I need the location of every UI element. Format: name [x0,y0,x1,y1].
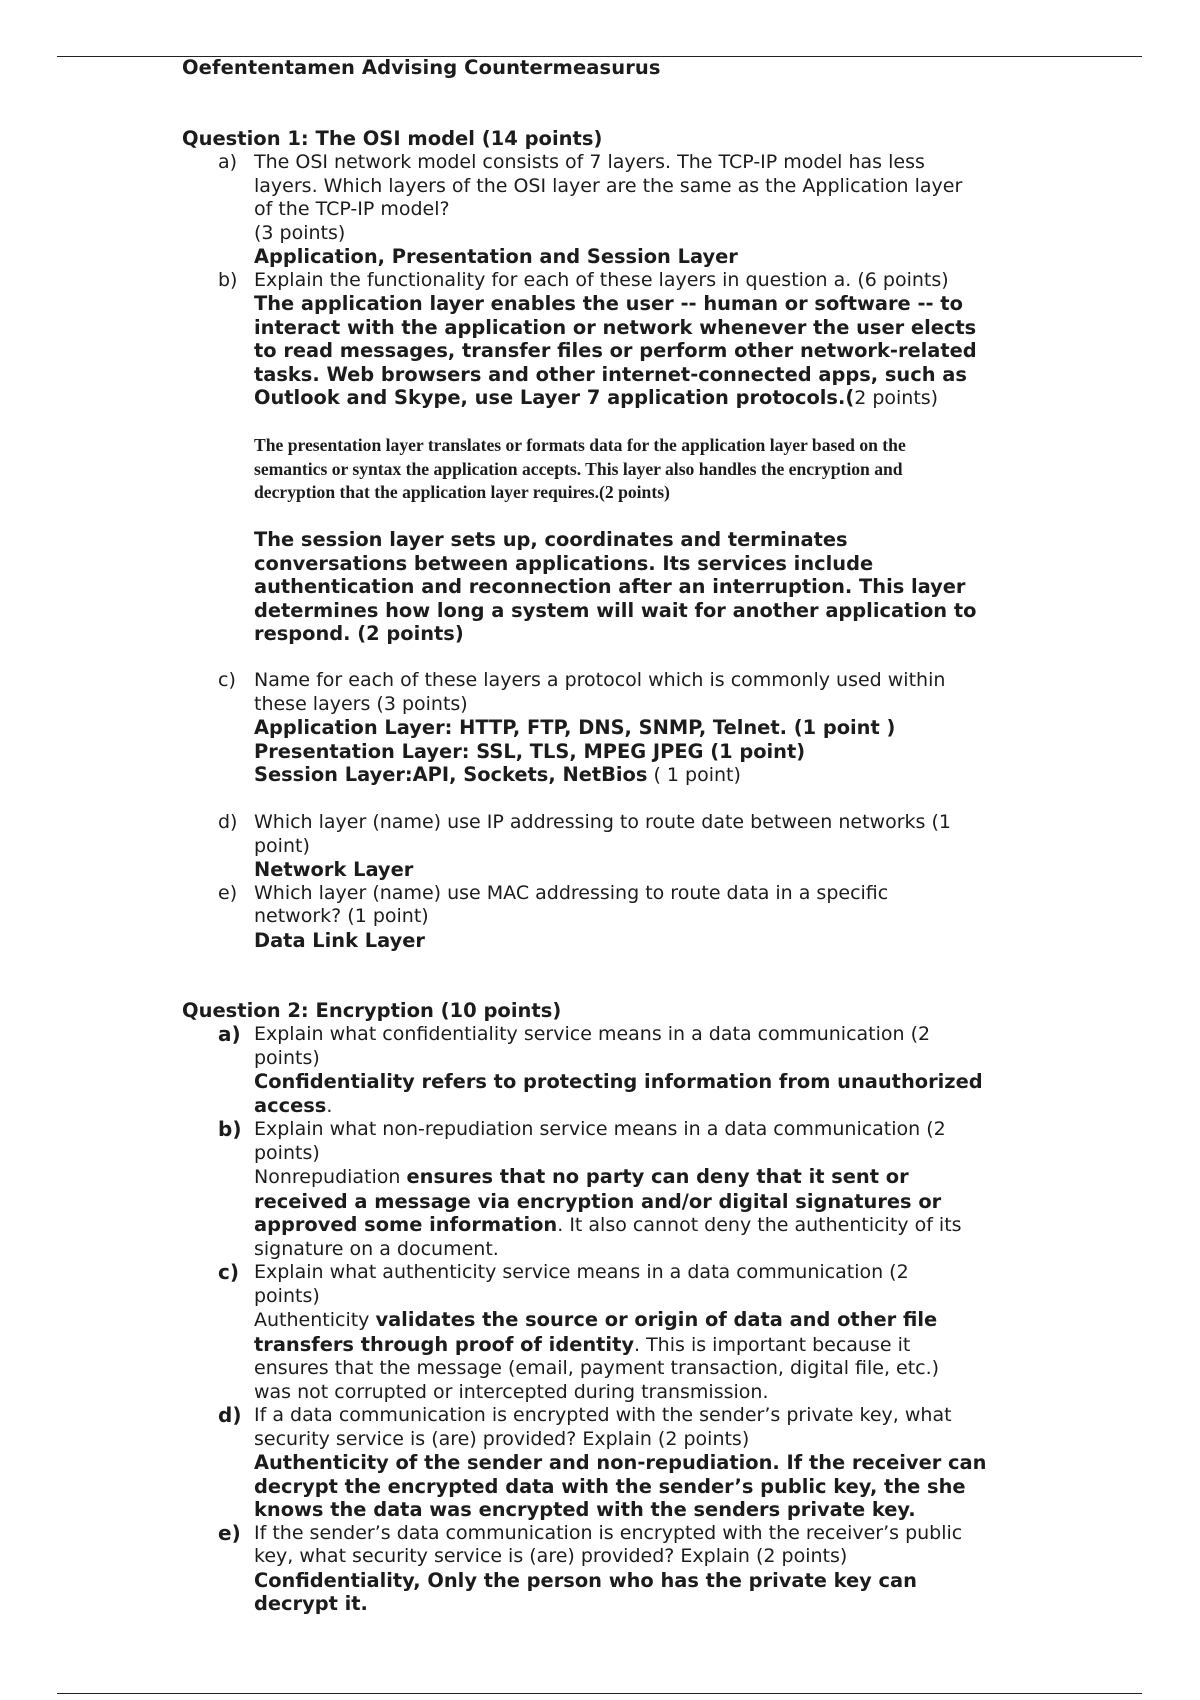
q2-e-question-line: If the sender’s data communication is encrypted with the receiver’s public [254,1521,963,1544]
q1-e-marker: e) [218,881,238,904]
q1-b-session-answer-line: conversations between applications. Its services include [254,551,874,575]
q2-e-question-line: key, what security service is (are) provided? Explain (2 points) [254,1545,848,1567]
q2-e-marker: e) [218,1520,241,1545]
q2-b-question-line: points) [254,1141,320,1164]
q2-c-answer-line: ensures that the message (email, payment transaction, digital file, etc.) [254,1357,940,1379]
q2-b-answer-line [254,1213,1082,1238]
q1-c-question-line: these layers (3 points) [254,692,468,715]
q1-a-question-line: layers. Which layers of the OSI layer are the same as the Application layer [254,174,963,197]
q2-d-question-line: security service is (are) provided? Explain (2 points) [254,1427,750,1450]
question-2-heading: Question 2: Encryption (10 points) [182,999,562,1022]
q2-item-e [182,1522,1082,1616]
q1-b-session-answer-line: respond. (2 points) [254,622,464,645]
q2-item-a [182,1023,1082,1118]
q1-d-question-line: Which layer (name) use IP addressing to route date between networks (1 [254,811,951,833]
q1-item-a [182,151,1082,269]
q1-b-session-answer-line: authentication and reconnection after an interruption. This layer [254,575,966,598]
q2-b-answer-bold: approved some information [254,1213,558,1236]
q1-item-b [182,269,1082,646]
q2-b-marker: b) [218,1117,242,1141]
q1-b-marker: b) [218,268,238,291]
q2-c-answer-line [254,1333,1082,1358]
q2-b-answer-plain: Nonrepudiation [254,1166,407,1188]
q2-c-answer-bold: validates the source or origin of data and other file [375,1308,938,1331]
q2-a-marker: a) [218,1022,241,1046]
q2-a-question-line: points) [254,1046,320,1069]
q2-c-answer-plain: . This is important because it [634,1333,911,1356]
q1-b-application-answer-line: tasks. Web browsers and other internet-connected apps, such as [254,362,967,386]
q2-b-answer-line [254,1165,1082,1190]
q1-a-question-line: (3 points) [254,221,346,244]
q1-c-answer-session-points: ( 1 point) [647,764,741,786]
q1-d-marker: d) [218,811,238,833]
q1-b-presentation-answer-line: semantics or syntax the application accepts. This layer also handles the encryption and [254,458,903,479]
q2-item-c [182,1261,1082,1404]
q2-d-answer-line: decrypt the encrypted data with the sender’s public key, the she [254,1474,966,1498]
q1-c-answer-session [254,763,1082,788]
footer-rule [57,1693,1142,1694]
q1-c-answer-presentation: Presentation Layer: SSL, TLS, MPEG JPEG (1 point) [254,739,806,763]
q2-c-answer-line [254,1308,1082,1333]
q2-a-answer-line: Confidentiality refers to protecting information from unauthorized [254,1070,983,1093]
q1-b-application-answer-line: The application layer enables the user -- human or software -- to [254,292,963,315]
q1-c-question-line: Name for each of these layers a protocol which is commonly used within [254,669,946,691]
q1-b-application-answer-line: to read messages, transfer files or perform other network-related [254,339,977,362]
q1-item-d [182,811,1082,882]
question-2 [182,999,1082,1616]
q1-b-session-answer-line: determines how long a system will wait for another application to [254,598,977,622]
q1-c-answer-session-bold: Session Layer:API, Sockets, NetBios [254,763,648,786]
q1-d-question-line: point) [254,834,310,857]
q1-c-answer-application: Application Layer: HTTP, FTP, DNS, SNMP, Telnet. (1 point ) [254,716,896,739]
question-1 [182,127,1082,952]
document-title: Oefententamen Advising Countermeasurus [182,56,661,79]
q2-a-answer-line [254,1094,1082,1119]
q1-b-presentation-answer-line: decryption that the application layer requires.(2 points) [254,482,670,502]
q1-c-marker: c) [218,669,236,691]
q1-e-question-line: network? (1 point) [254,905,429,927]
q1-item-e [182,882,1082,953]
q1-item-c [182,669,1082,788]
q2-e-answer-line: decrypt it. [254,1592,368,1615]
q2-c-answer-line: was not corrupted or intercepted during transmission. [254,1380,769,1403]
q2-c-answer-plain: Authenticity [254,1309,376,1331]
q2-c-answer-bold: transfers through proof of identity [254,1332,634,1356]
q1-d-answer: Network Layer [254,858,414,881]
q2-b-question-line: Explain what non-repudiation service means in a data communication (2 [254,1118,946,1140]
q2-b-answer-plain: . It also cannot deny the authenticity of its [557,1214,962,1236]
q2-b-answer-bold: ensures that no party can deny that it sent or [406,1165,909,1188]
q2-d-question-line: If a data communication is encrypted with the sender’s private key, what [254,1404,952,1426]
q1-b-presentation-answer-line: The presentation layer translates or formats data for the application layer based on the [254,435,906,455]
q1-b-session-answer-line: The session layer sets up, coordinates and terminates [254,528,848,551]
q1-a-question-line: The OSI network model consists of 7 layers. The TCP-IP model has less [254,151,925,173]
q1-b-application-answer-bold: Outlook and Skype, use Layer 7 application protocols.( [254,386,855,409]
q1-e-answer: Data Link Layer [254,928,425,952]
q2-e-answer-line: Confidentiality, Only the person who has the private key can [254,1568,917,1592]
q2-b-answer-line: signature on a document. [254,1237,499,1260]
q2-item-b [182,1118,1082,1261]
q2-c-question-line: points) [254,1284,320,1307]
q2-a-question-line: Explain what confidentiality service means in a data communication (2 [254,1023,931,1045]
q1-b-application-points: 2 points) [854,387,939,409]
q1-a-question-line: of the TCP-IP model? [254,198,450,220]
q2-b-answer-line: received a message via encryption and/or digital signatures or [254,1189,942,1213]
q1-b-application-answer-last [254,386,1082,411]
question-1-heading: Question 1: The OSI model (14 points) [182,127,603,150]
q2-c-marker: c) [218,1260,239,1284]
q1-b-question: Explain the functionality for each of these layers in question a. (6 points) [254,268,949,291]
q2-d-marker: d) [218,1403,242,1427]
q2-item-d [182,1404,1082,1522]
q2-d-answer-line: knows the data was encrypted with the senders private key. [254,1498,916,1521]
q1-e-question-line: Which layer (name) use MAC addressing to route data in a specific [254,881,889,904]
q2-a-answer-period: . [326,1094,333,1117]
q2-c-question-line: Explain what authenticity service means in a data communication (2 [254,1261,909,1283]
q1-b-application-answer-line: interact with the application or network whenever the user elects [254,315,977,339]
q1-a-marker: a) [218,151,238,173]
q2-d-answer-line: Authenticity of the sender and non-repudiation. If the receiver can [254,1451,987,1474]
q2-a-answer-bold: access [254,1093,327,1117]
q1-a-answer: Application, Presentation and Session Layer [254,245,738,268]
